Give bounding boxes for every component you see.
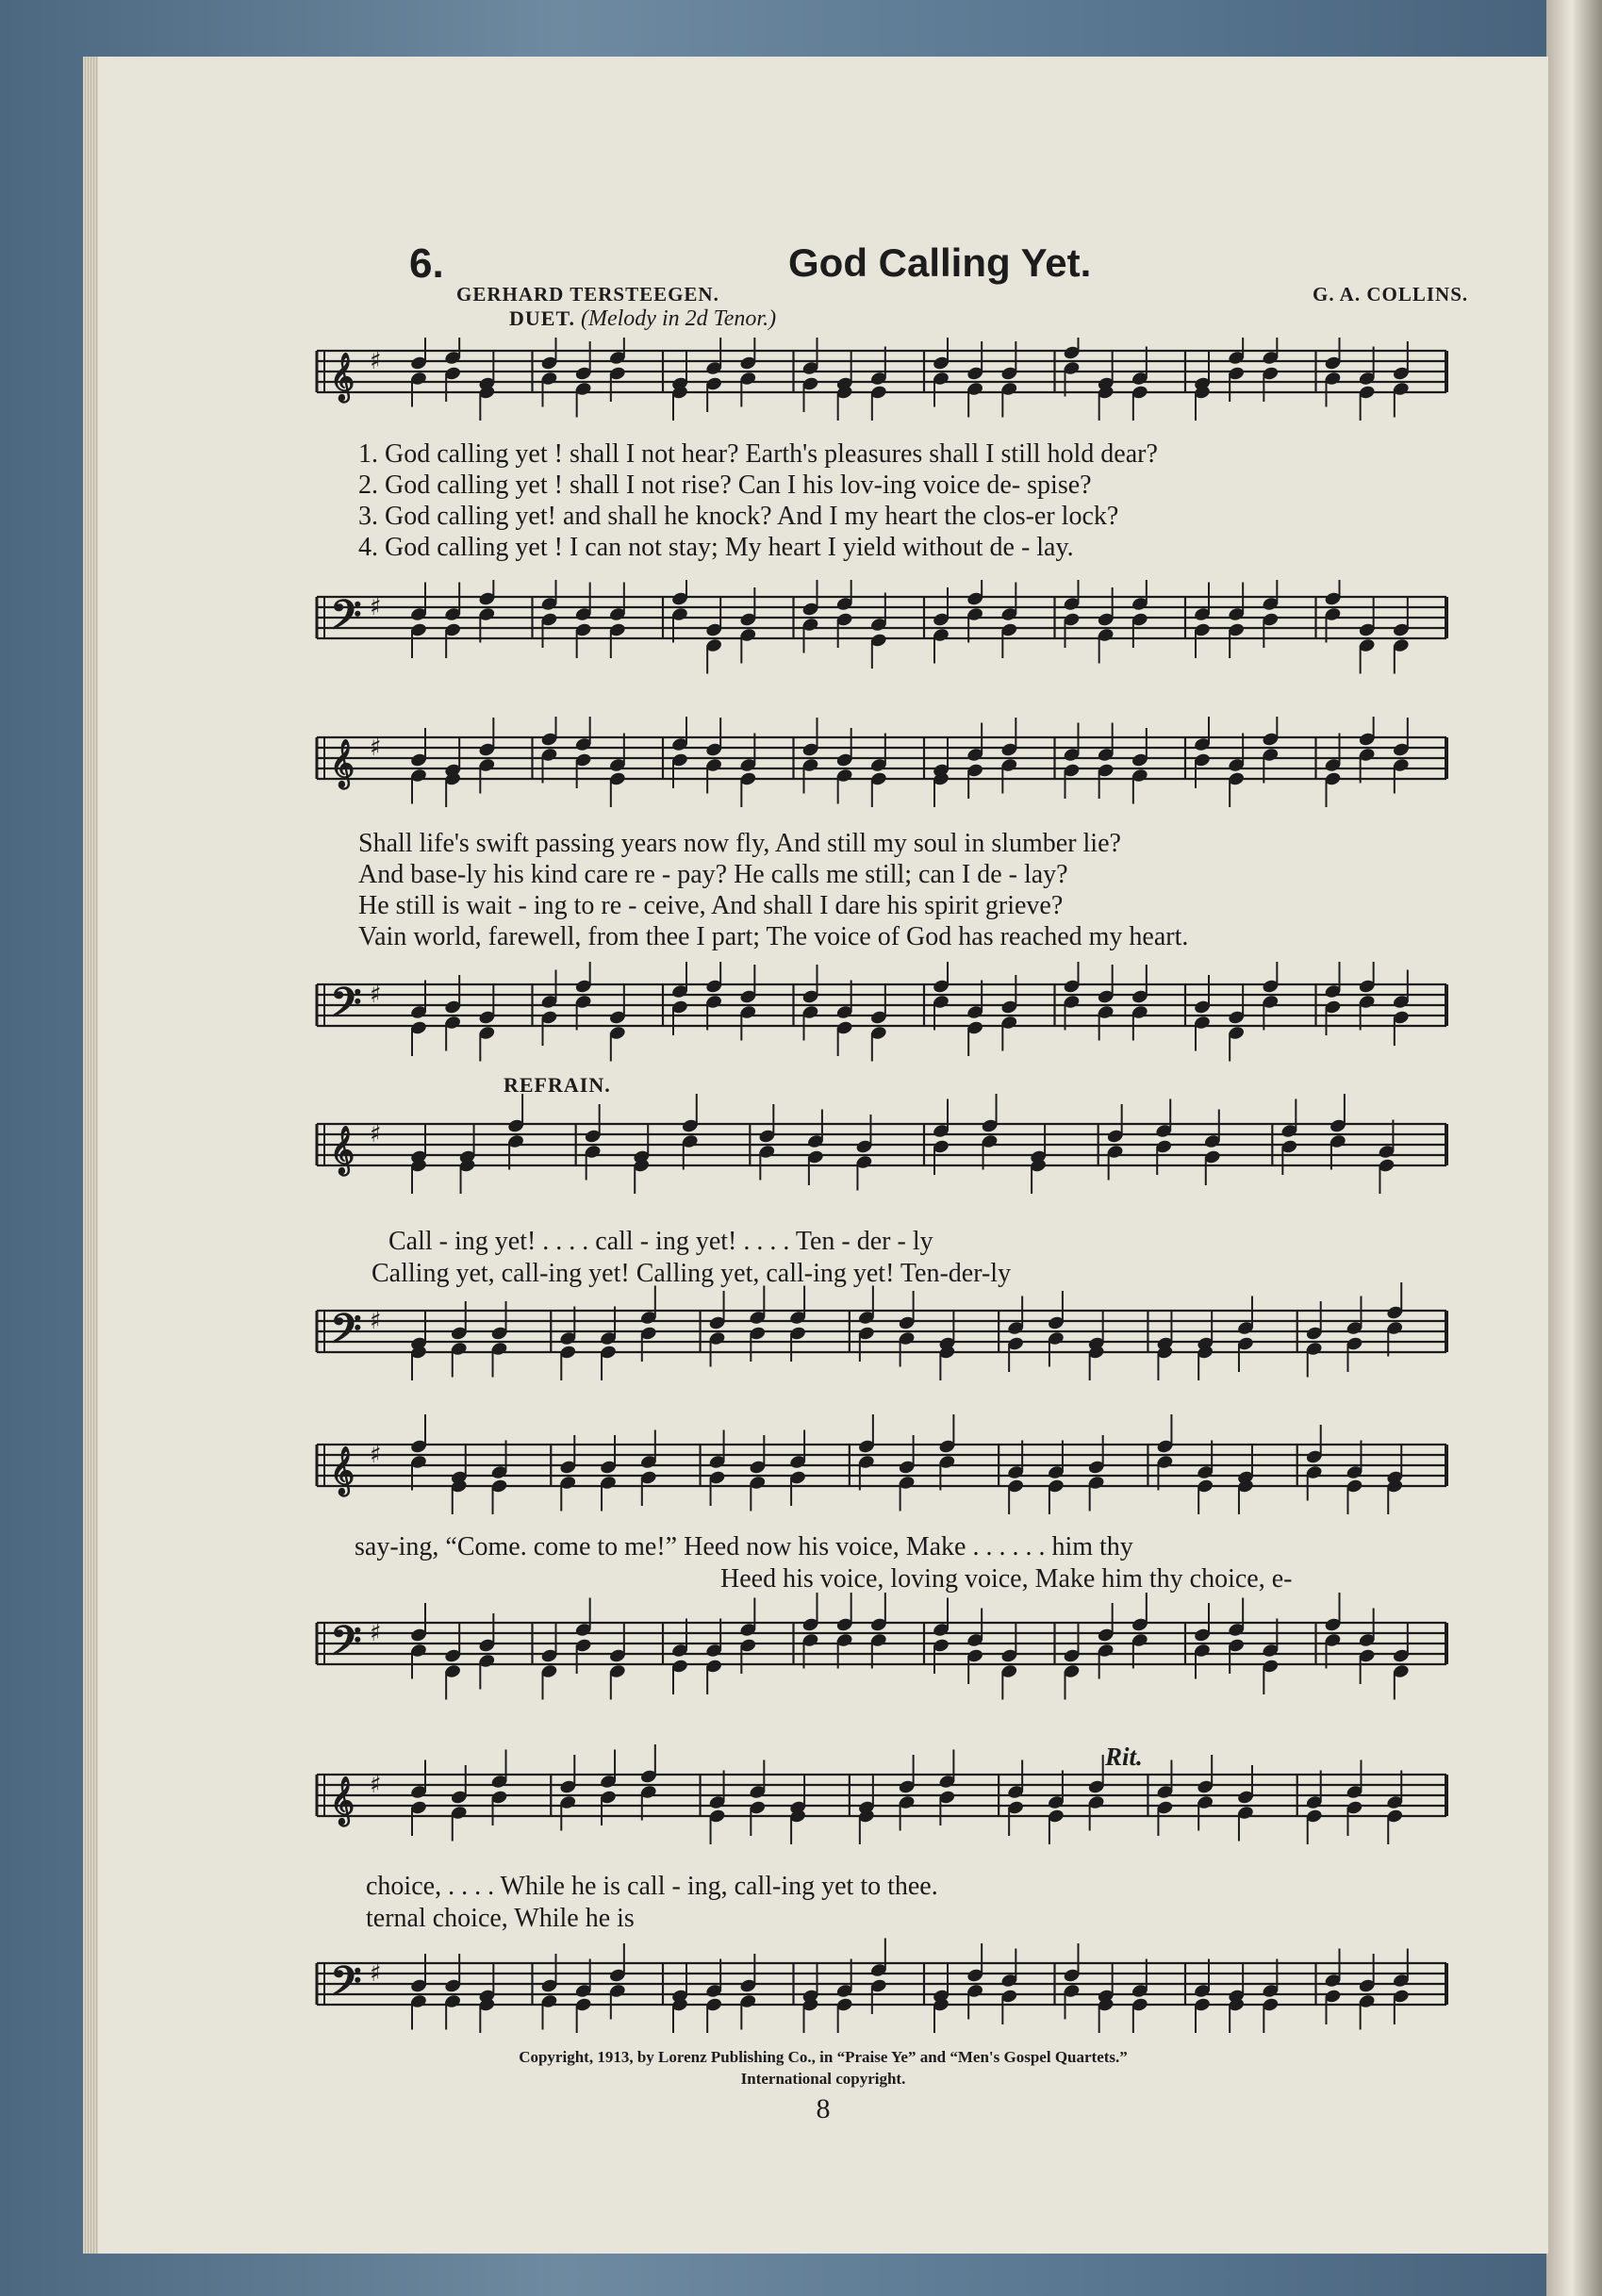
system-5-treble-staff	[98, 1735, 1548, 1858]
copyright-international: International copyright.	[740, 2070, 906, 2088]
sharp-icon: ♯	[370, 593, 382, 621]
sharp-icon: ♯	[370, 981, 382, 1009]
duet-label: DUET.	[509, 306, 575, 330]
sharp-icon: ♯	[370, 1441, 382, 1469]
refrain-tenor-line-3: choice, . . . . While he is call - ing, call-ing yet to thee.	[366, 1872, 938, 1901]
copyright-line: Copyright, 1913, by Lorenz Publishing Co., in “Praise Ye” and “Men's Gospel Quartets.”	[519, 2048, 1128, 2066]
verse-3-line-1: 3. God calling yet! and shall he knock? And I my heart the clos-er lock?	[358, 502, 1119, 531]
bass-clef-icon: 𝄢	[330, 1617, 362, 1675]
refrain-tenor-line-2: say-ing, “Come. come to me!” Heed now his voice, Make . . . . . . him thy	[355, 1532, 1133, 1561]
bass-clef-icon: 𝄢	[330, 979, 362, 1036]
verse-3-line-2: He still is wait - ing to re - ceive, And shall I dare his spirit grieve?	[358, 891, 1064, 920]
bass-clef-icon: 𝄢	[330, 1305, 362, 1363]
sharp-icon: ♯	[370, 1120, 382, 1148]
verse-4-line-1: 4. God calling yet ! I can not stay; My heart I yield without de - lay.	[358, 533, 1074, 562]
treble-clef-icon: 𝄞	[330, 1126, 355, 1174]
system-1-bass-staff	[98, 580, 1548, 684]
duet-note: (Melody in 2d Tenor.)	[581, 306, 777, 331]
bass-clef-icon: 𝄢	[330, 1957, 362, 2015]
treble-clef-icon: 𝄞	[330, 353, 355, 401]
book-binding	[1546, 0, 1602, 2296]
treble-clef-icon: 𝄞	[330, 1776, 355, 1825]
system-2-treble-staff	[98, 717, 1548, 820]
refrain-bass-line-2: Heed his voice, loving voice, Make him thy choice, e-	[720, 1564, 1293, 1594]
treble-clef-icon: 𝄞	[330, 739, 355, 787]
hymn-page	[98, 57, 1548, 2254]
system-4-bass-staff	[98, 1589, 1548, 1730]
sharp-icon: ♯	[370, 1959, 382, 1988]
sharp-icon: ♯	[370, 734, 382, 762]
duet-marking	[509, 306, 776, 332]
verse-1-line-1: 1. God calling yet ! shall I not hear? Earth's pleasures shall I still hold dear?	[358, 439, 1158, 469]
poet-credit: GERHARD TERSTEEGEN.	[456, 283, 719, 306]
system-1-treble-staff	[98, 338, 1548, 422]
sharp-icon: ♯	[370, 347, 382, 375]
verse-4-line-2: Vain world, farewell, from thee I part; The voice of God has reached my heart.	[358, 922, 1189, 951]
page-number: 8	[816, 2093, 831, 2124]
ritardando-marking: Rit.	[1105, 1743, 1143, 1771]
verse-2-line-2: And base-ly his kind care re - pay? He calls me still; can I de - lay?	[358, 860, 1068, 889]
bass-clef-icon: 𝄢	[330, 591, 362, 649]
system-3-bass-staff	[98, 1282, 1548, 1396]
system-4-treble-staff	[98, 1414, 1548, 1528]
treble-clef-icon: 𝄞	[330, 1446, 355, 1495]
sharp-icon: ♯	[370, 1771, 382, 1799]
refrain-tenor-line-1: Call - ing yet! . . . . call - ing yet! . . . . Ten - der - ly	[388, 1227, 933, 1256]
system-2-bass-staff	[98, 962, 1548, 1070]
verse-1-line-2: Shall life's swift passing years now fly, And still my soul in slumber lie?	[358, 829, 1121, 858]
refrain-bass-line-3: ternal choice, While he is	[366, 1904, 635, 1933]
refrain-label: REFRAIN.	[504, 1073, 611, 1097]
system-3-treble-staff	[98, 1094, 1548, 1207]
sharp-icon: ♯	[370, 1307, 382, 1335]
hymn-title: God Calling Yet.	[788, 240, 1092, 285]
verse-2-line-1: 2. God calling yet ! shall I not rise? Can I his lov-ing voice de- spise?	[358, 471, 1092, 500]
copyright-notice	[98, 2046, 1548, 2090]
sharp-icon: ♯	[370, 1619, 382, 1647]
refrain-bass-line-1: Calling yet, call-ing yet! Calling yet, call-ing yet! Ten-der-ly	[372, 1259, 1012, 1288]
system-5-bass-staff	[98, 1933, 1548, 2046]
hymn-number: 6.	[409, 240, 444, 287]
composer-credit: G. A. COLLINS.	[1313, 283, 1469, 306]
